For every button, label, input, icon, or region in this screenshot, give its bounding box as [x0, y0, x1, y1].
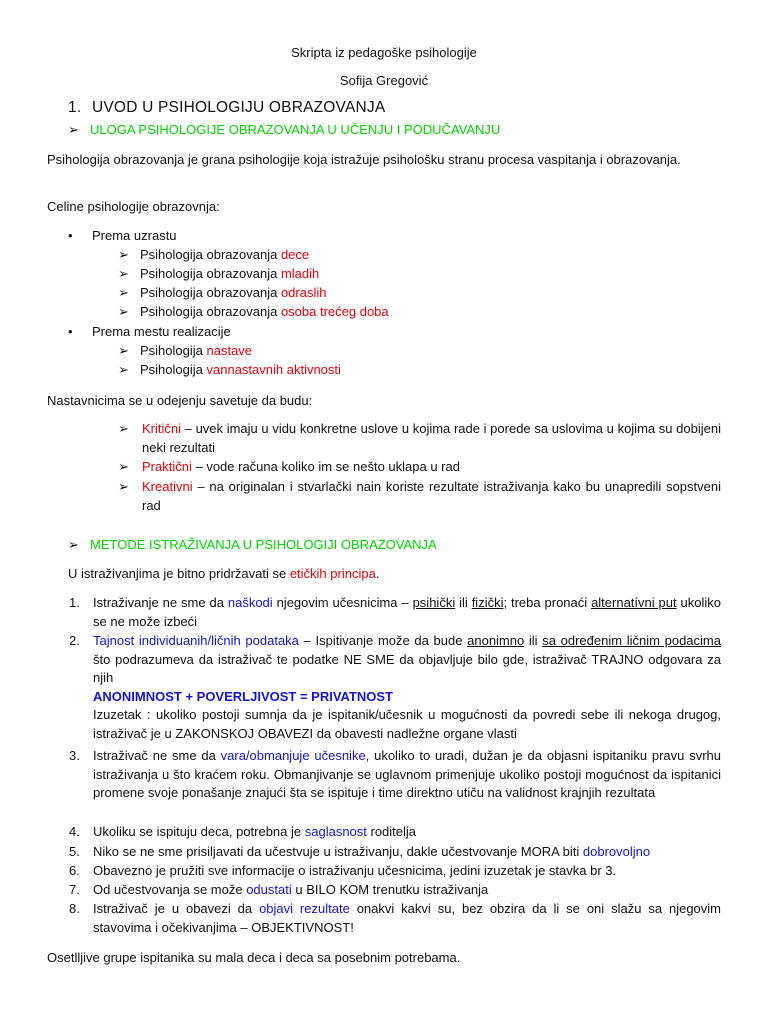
subheading-metode — [68, 536, 742, 555]
list-item: ➢ Psihologija obrazovanja dece — [118, 246, 309, 265]
closing-line: Osetlljive grupe ispitanika su mala deca i deca sa posebnim potrebama. — [47, 950, 461, 965]
arrow-bullet-icon: ➢ — [118, 247, 129, 262]
ethics-rule-item: 3. Istraživač ne sme da vara/obmanjuje učesnike, ukoliko to uradi, dužan je da objasni ispitaniku pravu svrhu istraživanja u što kraćem roku. Obmanjivanje se uglavnom primenjuje ukoliko postoji mogućnost da ispitanici promene svoje ponašanje znajući šta se ispituje i time direktno utiču na validnost krajnjih rezultata — [69, 748, 721, 800]
group-label: • Prema uzrastu — [68, 227, 177, 246]
ethics-rule-item: 4. Ukoliku se ispituju deca, potrebna je saglasnost roditelja — [69, 824, 417, 839]
teachers-label: Nastavnicima se u odejenju savetuje da budu: — [47, 393, 313, 408]
teacher-trait-item: ➢ Praktični – vode računa koliko im se nešto uklapa u rad — [118, 458, 721, 477]
arrow-bullet-icon: ➢ — [118, 479, 129, 494]
bullet-icon: • — [68, 228, 73, 243]
arrow-bullet-icon: ➢ — [118, 459, 129, 474]
arrow-bullet-icon: ➢ — [68, 122, 79, 137]
section-number: 1. — [68, 99, 82, 116]
list-item: ➢ Psihologija vannastavnih aktivnosti — [118, 361, 341, 380]
subheading-uloga — [68, 121, 742, 140]
ethics-rule-item: 6. Obavezno je pružiti sve informacije o istraživanju učesnicima, jedini izuzetak je stavka br 3. — [69, 863, 617, 878]
section-title: UVOD U PSIHOLOGIJU OBRAZOVANJA — [92, 99, 386, 116]
subheading-text: ULOGA PSIHOLOGIJE OBRAZOVANJA U UČENJU I PODUČAVANJU — [90, 122, 501, 137]
list-item: ➢ Psihologija obrazovanja odraslih — [118, 284, 326, 303]
arrow-bullet-icon: ➢ — [118, 362, 129, 377]
ethics-line: U istraživanjima je bitno pridržavati se etičkih principa. — [68, 566, 380, 581]
arrow-bullet-icon: ➢ — [118, 421, 129, 436]
celine-label: Celine psihologije obrazovnja: — [47, 199, 220, 214]
document-author: Sofija Gregović — [339, 73, 429, 88]
arrow-bullet-icon: ➢ — [68, 537, 79, 552]
privacy-formula: ANONIMNOST + POVERLJIVOST = PRIVATNOST — [93, 688, 394, 704]
ethics-rule-item: 5. Niko se ne sme prisiljavati da učestvuje u istraživanju, dakle učestvovanje MORA biti dobrovoljno — [69, 844, 651, 859]
teacher-trait-item: ➢ Kritični – uvek imaju u vidu konkretne uslove u kojima rade i porede sa uslovima u kojima su dobijeni neki rezultati — [118, 421, 721, 455]
list-item: ➢ Psihologija nastave — [118, 342, 252, 361]
ethics-rule-item: 7. Od učestvovanja se može odustati u BILO KOM trenutku istraživanja — [69, 882, 489, 897]
subheading-text: METODE ISTRAŽIVANJA U PSIHOLOGIJI OBRAZOVANJA — [90, 537, 437, 552]
ethics-rule-item: 8. Istraživač je u obavezi da objavi rezultate onakvi kakvi su, bez obzira da li se oni slažu sa njegovim stavovima i očekivanjima – OBJEKTIVNOST! — [69, 901, 721, 935]
group-label: • Prema mestu realizacije — [68, 323, 231, 342]
teacher-trait-item: ➢ Kreativni – na originalan i stvarlački nain koriste rezultate istraživanja kako bu unapredili sopstveni rad — [118, 479, 721, 513]
document-title: Skripta iz pedagoške psihologije — [291, 45, 477, 60]
bullet-icon: • — [68, 324, 73, 339]
list-item: ➢ Psihologija obrazovanja mladih — [118, 265, 319, 284]
arrow-bullet-icon: ➢ — [118, 285, 129, 300]
intro-paragraph: Psihologija obrazovanja je grana psihologije koja istražuje psihološku stranu procesa vaspitanja i obrazovanja. — [47, 152, 681, 167]
section-heading — [68, 99, 742, 118]
ethics-rule-item: 1. Istraživanje ne sme da naškodi njegovim učesnicima – psihički ili fizički; treba pronaći alternatívni put ukoliko se ne može izbeći — [69, 595, 722, 629]
list-item: ➢ Psihologija obrazovanja osoba trećeg doba — [118, 303, 389, 322]
arrow-bullet-icon: ➢ — [118, 266, 129, 281]
arrow-bullet-icon: ➢ — [118, 304, 129, 319]
exception-note: Izuzetak : ukoliko postoji sumnja da je ispitanik/učesnik u mogućnosti da povredi sebe ili nekoga drugog, istraživač je u ZAKONSKOJ OBAVEZI da obavesti nadležne organe vlasti — [93, 707, 721, 741]
ethics-rule-item: 2. Tajnost individuanih/ličnih podataka – Ispitivanje može da bude anonimno ili sa određenim ličnim podacima što podrazumeva da istraživač te podatke NE SME da objavljuje bilo gde, istraživač TRAJNO odgovara za njih ANONIMNOST + POVERLJIVOST = PRIVATNOST Izuzetak : ukoliko postoji sumnja da je ispitanik/učesnik u mogućnosti da povredi sebe ili nekoga drugog, istraživač je u ZAKONSKOJ OBAVEZI da obavesti nadležne organe vlasti — [47, 632, 721, 743]
arrow-bullet-icon: ➢ — [118, 343, 129, 358]
